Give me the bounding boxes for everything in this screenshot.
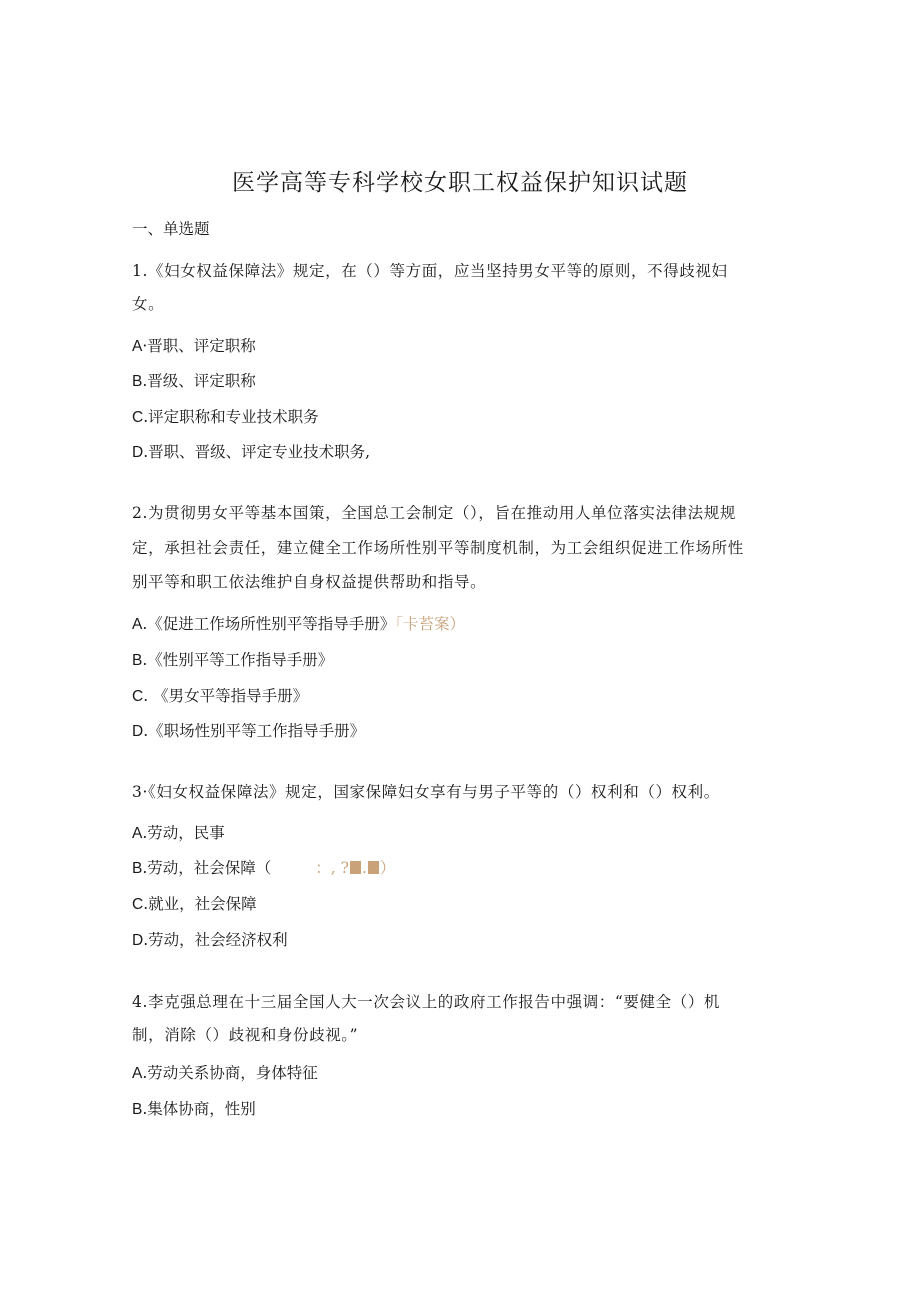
question-2-stem-line-2: 定，承担社会责任，建立健全工作场所性别平等制度机制，为工会组织促进工作场所性 xyxy=(132,539,744,557)
option-text: 《男女平等指导手册》 xyxy=(148,687,309,705)
option-text: 劳动，社会保障（ xyxy=(147,859,272,877)
option-text: 集体协商，性别 xyxy=(147,1100,256,1118)
option-letter: C xyxy=(132,409,144,426)
option-letter: D xyxy=(132,723,144,740)
option-letter: A xyxy=(132,825,143,842)
option-letter: A xyxy=(132,338,143,355)
question-2-option-d xyxy=(132,721,365,742)
option-letter: A xyxy=(132,1065,143,1082)
option-text: 晋职、评定职称 xyxy=(147,337,256,355)
question-1-stem-line-1: 1.《妇女权益保障法》规定，在（）等方面，应当坚持男女平等的原则，不得歧视妇 xyxy=(132,262,728,280)
option-letter: D xyxy=(132,444,144,461)
option-text: 劳动关系协商，身体特征 xyxy=(147,1064,318,1082)
question-1-stem-line-2: 女。 xyxy=(132,295,165,313)
option-separator: . xyxy=(143,931,149,949)
option-text: 《促进工作场所性别平等指导手册》 xyxy=(147,615,396,633)
question-2-stem-line-3: 别平等和职工依法维护自身权益提供帮助和指导。 xyxy=(132,573,487,591)
option-letter: C xyxy=(132,896,144,913)
question-1-option-b xyxy=(132,371,256,392)
answer-mark: 「卡苔案） xyxy=(395,615,466,633)
option-separator: . xyxy=(142,859,148,877)
option-separator: . xyxy=(143,687,149,705)
option-text: 就业，社会保障 xyxy=(148,895,257,913)
question-3-option-a xyxy=(132,823,225,844)
option-separator: . xyxy=(143,443,149,461)
option-text: 晋职、晋级、评定专业技术职务, xyxy=(148,443,371,461)
question-2-stem-line-1: 2.为贯彻男女平等基本国策，全国总工会制定（），旨在推动用人单位落实法律法规规 xyxy=(132,504,736,522)
question-4-option-a xyxy=(132,1063,318,1084)
question-1-option-d xyxy=(132,442,370,463)
option-text: 《性别平等工作指导手册》 xyxy=(147,651,334,669)
question-3-stem-line-1: 3·《妇女权益保障法》规定，国家保障妇女享有与男子平等的（）权利和（）权利。 xyxy=(132,783,720,801)
option-separator: . xyxy=(143,895,149,913)
page-title: 医学高等专科学校女职工权益保护知识试题 xyxy=(232,170,688,196)
option-letter: C xyxy=(132,688,144,705)
answer-mark: ：, ? xyxy=(315,859,349,877)
question-3-option-c xyxy=(132,894,257,915)
question-4-stem-line-1: 4.李克强总理在十三届全国人大一次会议上的政府工作报告中强调：“要健全（）机 xyxy=(132,993,721,1011)
option-separator: . xyxy=(143,408,149,426)
option-separator: . xyxy=(142,615,148,633)
option-letter: B xyxy=(132,1101,143,1118)
section-heading: 一、单选题 xyxy=(132,220,210,238)
answer-mark-block xyxy=(350,861,361,874)
option-text: 劳动，民事 xyxy=(147,824,225,842)
question-2-option-b xyxy=(132,650,333,671)
option-separator: . xyxy=(142,372,148,390)
question-4-stem-line-2: 制，消除（）歧视和身份歧视。” xyxy=(132,1026,359,1044)
option-separator: . xyxy=(142,824,148,842)
option-text: 劳动，社会经济权利 xyxy=(148,931,288,949)
question-3-option-b: B.劳动，社会保障（ ：, ? . ） xyxy=(132,859,396,877)
question-2-option-a xyxy=(132,614,465,635)
answer-mark-block xyxy=(368,861,379,874)
question-2-option-c xyxy=(132,686,308,707)
option-letter: B xyxy=(132,652,143,669)
question-4-option-b xyxy=(132,1099,256,1120)
option-text: 评定职称和专业技术职务 xyxy=(148,408,319,426)
option-separator: . xyxy=(142,1100,148,1118)
option-text: 《职场性别平等工作指导手册》 xyxy=(148,722,366,740)
option-separator: . xyxy=(142,1064,148,1082)
question-1-option-c xyxy=(132,407,319,428)
option-text: 晋级、评定职称 xyxy=(147,372,256,390)
option-letter: B xyxy=(132,860,143,877)
option-separator: · xyxy=(142,337,148,355)
option-letter: B xyxy=(132,373,143,390)
question-3-option-d xyxy=(132,930,288,951)
option-separator: . xyxy=(142,651,148,669)
question-1-option-a xyxy=(132,336,256,357)
option-letter: A xyxy=(132,616,143,633)
option-letter: D xyxy=(132,932,144,949)
option-separator: . xyxy=(143,722,149,740)
answer-mark-tail: ） xyxy=(379,859,396,877)
